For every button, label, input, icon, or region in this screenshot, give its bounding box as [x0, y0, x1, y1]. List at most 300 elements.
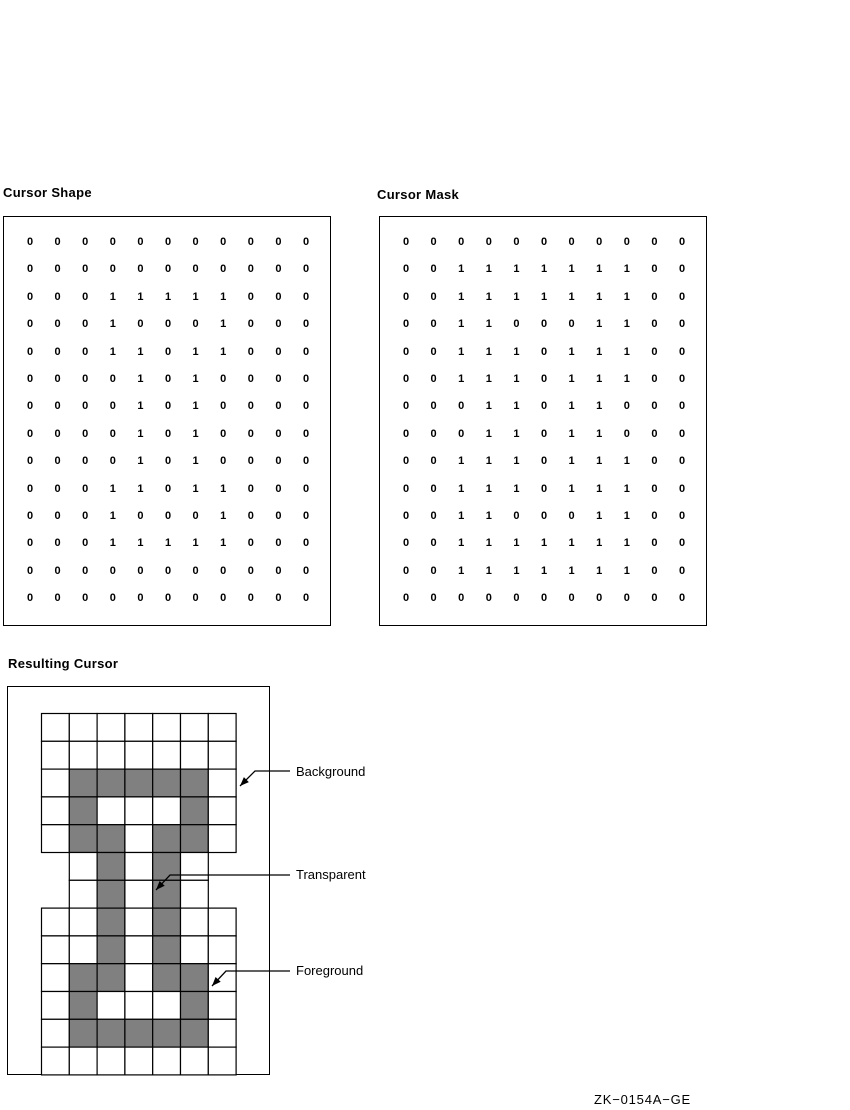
cursor-shape-bit: 0	[302, 400, 310, 413]
cursor-shape-bit: 0	[192, 564, 199, 577]
cursor-mask-bit: 1	[458, 510, 465, 522]
cursor-shape-bit: 0	[192, 510, 199, 522]
cursor-mask-bit: 0	[513, 592, 520, 605]
cursor-shape-bit: 0	[26, 290, 34, 303]
cursor-mask-bit: 0	[651, 537, 658, 550]
cursor-mask-bit: 1	[623, 510, 630, 522]
cursor-shape-bit: 0	[109, 400, 116, 413]
cursor-pixel	[69, 964, 97, 992]
cursor-pixel	[42, 1047, 70, 1075]
cursor-shape-bit: 0	[164, 592, 172, 605]
cursor-shape-bit: 0	[26, 373, 34, 385]
cursor-shape-bit: 0	[82, 537, 89, 550]
cursor-pixel	[153, 714, 181, 742]
cursor-shape-bit: 0	[137, 564, 144, 577]
cursor-mask-bit: 1	[568, 400, 575, 413]
cursor-pixel	[97, 908, 125, 936]
cursor-shape-bit: 0	[54, 427, 61, 440]
cursor-pixel	[97, 825, 125, 853]
cursor-shape-bit: 0	[137, 318, 144, 331]
cursor-mask-bit: 0	[402, 345, 410, 358]
cursor-mask-bit: 0	[430, 537, 437, 550]
cursor-shape-bit: 0	[247, 373, 254, 385]
cursor-mask-bit: 0	[651, 592, 658, 605]
cursor-shape-bit: 0	[247, 318, 254, 331]
cursor-mask-bit: 1	[485, 564, 492, 577]
cursor-mask-bit: 1	[458, 318, 465, 331]
cursor-mask-bit: 0	[430, 510, 437, 522]
cursor-shape-bit: 0	[275, 263, 282, 276]
cursor-mask-bit: 0	[402, 564, 410, 577]
cursor-mask-bit: 0	[678, 318, 686, 331]
cursor-shape-bit: 1	[220, 510, 227, 522]
cursor-mask-bit: 0	[430, 236, 437, 248]
cursor-pixel	[69, 936, 97, 964]
cursor-mask-bit: 1	[513, 400, 520, 413]
cursor-pixel	[208, 1047, 236, 1075]
cursor-shape-bit: 0	[247, 345, 254, 358]
cursor-shape-bit: 0	[54, 537, 61, 550]
cursor-shape-bit: 1	[192, 427, 199, 440]
cursor-shape-bit: 0	[54, 564, 61, 577]
cursor-mask-bit: 0	[678, 564, 686, 577]
cursor-shape-bit: 1	[220, 318, 227, 331]
cursor-mask-bit: 0	[430, 263, 437, 276]
cursor-pixel	[69, 825, 97, 853]
cursor-pixel	[42, 741, 70, 769]
cursor-pixel	[153, 1019, 181, 1047]
cursor-mask-bit: 0	[402, 455, 410, 468]
cursor-shape-bit: 0	[164, 236, 172, 248]
cursor-shape-bit: 0	[26, 345, 34, 358]
cursor-mask-bit: 1	[458, 373, 465, 385]
cursor-pixel	[42, 964, 70, 992]
cursor-mask-bit: 0	[430, 564, 437, 577]
cursor-pixel	[97, 992, 125, 1020]
cursor-shape-bit: 1	[164, 290, 172, 303]
cursor-shape-title: Cursor Shape	[3, 185, 92, 200]
cursor-mask-bit: 1	[596, 290, 603, 303]
cursor-shape-bit: 0	[220, 427, 227, 440]
cursor-mask-bit: 0	[623, 236, 630, 248]
cursor-mask-bit: 0	[513, 510, 520, 522]
cursor-shape-bit: 0	[302, 373, 310, 385]
cursor-shape-bit: 0	[275, 592, 282, 605]
cursor-shape-bit: 0	[82, 510, 89, 522]
cursor-shape-bit: 0	[302, 564, 310, 577]
cursor-shape-bit: 0	[275, 236, 282, 248]
cursor-shape-bit: 0	[302, 455, 310, 468]
cursor-pixel	[153, 1047, 181, 1075]
cursor-pixel	[153, 992, 181, 1020]
cursor-shape-bit: 0	[275, 400, 282, 413]
cursor-mask-bit: 0	[430, 318, 437, 331]
cursor-shape-bit: 1	[220, 537, 227, 550]
cursor-shape-bit: 1	[137, 455, 144, 468]
cursor-mask-bit: 1	[540, 537, 548, 550]
cursor-shape-bit: 0	[302, 537, 310, 550]
cursor-shape-bit: 0	[247, 592, 254, 605]
cursor-shape-bit: 0	[82, 263, 89, 276]
cursor-pixel	[42, 825, 70, 853]
cursor-pixel	[208, 908, 236, 936]
cursor-mask-bit: 1	[458, 455, 465, 468]
cursor-shape-bit: 1	[109, 290, 116, 303]
cursor-shape-bit: 0	[220, 400, 227, 413]
cursor-shape-bit: 1	[164, 537, 172, 550]
cursor-pixel	[125, 1019, 153, 1047]
cursor-shape-bit: 1	[220, 482, 227, 495]
cursor-shape-bit: 0	[26, 510, 34, 522]
cursor-mask-bit: 0	[678, 263, 686, 276]
cursor-mask-bit: 0	[623, 592, 630, 605]
cursor-pixel	[125, 741, 153, 769]
cursor-pixel	[97, 880, 125, 908]
cursor-shape-bit: 0	[302, 263, 310, 276]
cursor-shape-bit: 0	[164, 318, 172, 331]
cursor-mask-bit: 0	[568, 510, 575, 522]
cursor-shape-bit: 0	[82, 236, 89, 248]
cursor-mask-bit: 0	[485, 236, 492, 248]
cursor-shape-bit: 1	[192, 400, 199, 413]
cursor-mask-bit: 0	[430, 455, 437, 468]
cursor-shape-bit: 1	[137, 345, 144, 358]
cursor-shape-bit: 0	[192, 592, 199, 605]
cursor-shape-bit: 1	[137, 427, 144, 440]
cursor-shape-bit: 0	[54, 345, 61, 358]
cursor-mask-bit: 1	[596, 455, 603, 468]
cursor-shape-bit: 0	[220, 564, 227, 577]
cursor-pixel	[42, 769, 70, 797]
legend-foreground-label: Foreground	[296, 963, 364, 978]
cursor-mask-bit: 0	[596, 236, 603, 248]
cursor-mask-bit: 1	[458, 564, 465, 577]
cursor-mask-bit: 1	[623, 455, 630, 468]
cursor-shape-bit: 0	[54, 482, 61, 495]
cursor-shape-bit: 0	[302, 345, 310, 358]
cursor-shape-bit: 0	[275, 373, 282, 385]
cursor-shape-bit: 0	[54, 236, 61, 248]
cursor-mask-bit: 0	[458, 236, 465, 248]
cursor-mask-bit: 1	[485, 263, 492, 276]
cursor-mask-bit: 0	[678, 455, 686, 468]
cursor-shape-bit: 0	[164, 510, 172, 522]
cursor-mask-bit: 0	[596, 592, 603, 605]
cursor-mask-bit: 1	[485, 455, 492, 468]
cursor-shape-bit: 0	[137, 592, 144, 605]
cursor-shape-bit: 0	[82, 455, 89, 468]
cursor-shape-bit: 0	[220, 263, 227, 276]
cursor-pixel	[208, 714, 236, 742]
cursor-shape-bit: 0	[26, 400, 34, 413]
cursor-mask-bit: 1	[596, 564, 603, 577]
cursor-shape-bit: 0	[54, 592, 61, 605]
cursor-shape-bit: 0	[275, 564, 282, 577]
cursor-shape-bit: 0	[247, 564, 254, 577]
cursor-shape-bit: 1	[192, 455, 199, 468]
cursor-shape-bit: 0	[82, 400, 89, 413]
cursor-mask-bit: 1	[568, 564, 575, 577]
cursor-pixel	[153, 936, 181, 964]
cursor-shape-bit: 0	[137, 510, 144, 522]
cursor-mask-bit: 0	[540, 373, 548, 385]
cursor-mask-bit: 1	[568, 482, 575, 495]
cursor-shape-bit: 0	[220, 236, 227, 248]
cursor-shape-bit: 1	[220, 290, 227, 303]
cursor-mask-bit: 0	[678, 345, 686, 358]
cursor-shape-bit: 1	[192, 537, 199, 550]
cursor-shape-bit: 0	[275, 290, 282, 303]
cursor-pixel	[181, 741, 209, 769]
cursor-shape-bit: 0	[26, 564, 34, 577]
legend-background-label: Background	[296, 764, 366, 779]
cursor-pixel	[181, 936, 209, 964]
cursor-mask-bit: 1	[485, 373, 492, 385]
cursor-mask-bit: 0	[540, 482, 548, 495]
cursor-shape-bit: 0	[220, 455, 227, 468]
cursor-shape-bit: 0	[82, 373, 89, 385]
cursor-pixel	[69, 853, 97, 881]
cursor-shape-bit: 0	[164, 400, 172, 413]
cursor-mask-bit: 1	[623, 482, 630, 495]
cursor-shape-bit: 0	[275, 455, 282, 468]
cursor-mask-bit: 1	[568, 427, 575, 440]
cursor-shape-bit: 1	[137, 373, 144, 385]
cursor-shape-bit: 0	[302, 236, 310, 248]
cursor-pixel	[42, 908, 70, 936]
cursor-pixel	[208, 964, 236, 992]
cursor-mask-bit: 0	[678, 290, 686, 303]
cursor-pixel	[42, 1019, 70, 1047]
cursor-mask-bit: 0	[651, 455, 658, 468]
cursor-mask-bit: 0	[540, 236, 548, 248]
cursor-shape-bit: 0	[302, 290, 310, 303]
cursor-shape-bit: 1	[109, 345, 116, 358]
cursor-mask-bit: 0	[651, 564, 658, 577]
cursor-shape-bit: 0	[109, 236, 116, 248]
cursor-shape-bit: 0	[26, 537, 34, 550]
cursor-pixel	[42, 936, 70, 964]
cursor-pixel	[181, 992, 209, 1020]
cursor-shape-bit: 0	[164, 345, 172, 358]
cursor-mask-bit: 1	[623, 564, 630, 577]
cursor-pixel	[153, 797, 181, 825]
cursor-shape-bit: 0	[82, 345, 89, 358]
cursor-pixel	[69, 880, 97, 908]
cursor-mask-bit: 0	[651, 263, 658, 276]
cursor-mask-bit: 0	[402, 482, 410, 495]
cursor-shape-bit: 0	[82, 427, 89, 440]
cursor-mask-bit: 1	[568, 373, 575, 385]
cursor-mask-bit: 0	[513, 236, 520, 248]
cursor-shape-bit: 0	[109, 455, 116, 468]
cursor-shape-bit: 0	[164, 564, 172, 577]
cursor-mask-bit: 0	[540, 318, 548, 331]
cursor-pixel	[181, 964, 209, 992]
cursor-shape-bit: 0	[275, 537, 282, 550]
cursor-mask-bit: 0	[402, 427, 410, 440]
cursor-pixel	[125, 714, 153, 742]
cursor-mask-bit: 0	[402, 263, 410, 276]
cursor-mask-bit: 0	[458, 400, 465, 413]
cursor-shape-bit: 0	[164, 482, 172, 495]
cursor-mask-bit: 0	[430, 400, 437, 413]
cursor-mask-bit: 1	[513, 537, 520, 550]
cursor-shape-bit: 0	[192, 236, 199, 248]
cursor-shape-bit: 0	[26, 318, 34, 331]
cursor-pixel	[153, 825, 181, 853]
cursor-mask-bit: 1	[513, 290, 520, 303]
cursor-shape-bit: 0	[247, 537, 254, 550]
legend-transparent-label: Transparent	[296, 867, 366, 882]
cursor-pixel	[97, 741, 125, 769]
cursor-mask-bit: 1	[623, 537, 630, 550]
cursor-mask-bit: 0	[651, 290, 658, 303]
cursor-shape-bit: 0	[109, 564, 116, 577]
cursor-pixel	[42, 992, 70, 1020]
cursor-pixel	[69, 769, 97, 797]
cursor-mask-bit: 1	[485, 537, 492, 550]
cursor-mask-bit: 1	[596, 263, 603, 276]
cursor-shape-bit: 0	[26, 592, 34, 605]
cursor-mask-bit: 1	[513, 564, 520, 577]
cursor-mask-bit: 0	[402, 290, 410, 303]
cursor-mask-bit: 0	[678, 427, 686, 440]
cursor-shape-bit: 1	[192, 373, 199, 385]
cursor-mask-bit: 0	[430, 592, 437, 605]
cursor-mask-title: Cursor Mask	[377, 187, 460, 202]
cursor-mask-bit: 0	[678, 400, 686, 413]
cursor-mask-bit: 1	[540, 263, 548, 276]
cursor-mask-bit: 1	[568, 455, 575, 468]
cursor-shape-bit: 1	[220, 345, 227, 358]
cursor-mask-bit: 0	[568, 318, 575, 331]
cursor-mask-bit: 1	[458, 482, 465, 495]
cursor-shape-bit: 0	[247, 236, 254, 248]
cursor-shape-bit: 0	[82, 290, 89, 303]
cursor-mask-bit: 1	[458, 537, 465, 550]
cursor-pixel	[208, 936, 236, 964]
cursor-pixel	[42, 714, 70, 742]
cursor-shape-bit: 0	[54, 373, 61, 385]
cursor-shape-bit: 0	[26, 236, 34, 248]
cursor-pixel	[97, 714, 125, 742]
cursor-mask-bit: 0	[402, 400, 410, 413]
cursor-shape-bit: 0	[192, 318, 199, 331]
cursor-shape-bit: 0	[26, 482, 34, 495]
cursor-shape-bit: 1	[137, 290, 144, 303]
cursor-shape-bit: 0	[275, 345, 282, 358]
cursor-mask-bit: 1	[623, 373, 630, 385]
cursor-mask-bit: 1	[513, 373, 520, 385]
cursor-shape-bit: 0	[54, 263, 61, 276]
cursor-mask-bit: 1	[596, 373, 603, 385]
cursor-shape-bit: 0	[26, 455, 34, 468]
cursor-pixel	[125, 936, 153, 964]
cursor-pixel	[208, 992, 236, 1020]
cursor-mask-bit: 0	[678, 510, 686, 522]
cursor-shape-bit: 0	[302, 592, 310, 605]
cursor-mask-bit: 1	[568, 537, 575, 550]
cursor-shape-bit: 1	[192, 482, 199, 495]
cursor-mask-bit: 1	[485, 510, 492, 522]
cursor-mask-bit: 0	[402, 318, 410, 331]
cursor-mask-bit: 0	[540, 510, 548, 522]
cursor-pixel	[97, 964, 125, 992]
cursor-shape-bit: 0	[109, 263, 116, 276]
cursor-pixel	[208, 741, 236, 769]
cursor-mask-bit: 1	[540, 290, 548, 303]
background-leader-arrow	[240, 771, 290, 786]
cursor-mask-bit: 1	[485, 345, 492, 358]
cursor-shape-bit: 1	[137, 400, 144, 413]
cursor-pixel	[97, 1047, 125, 1075]
cursor-shape-bit: 0	[109, 592, 116, 605]
cursor-mask-bit: 1	[485, 482, 492, 495]
cursor-shape-bit: 0	[247, 427, 254, 440]
cursor-shape-bit: 0	[164, 373, 172, 385]
cursor-mask-bit: 1	[513, 482, 520, 495]
cursor-pixel	[97, 797, 125, 825]
cursor-mask-bit: 1	[568, 345, 575, 358]
cursor-mask-bit: 1	[596, 510, 603, 522]
cursor-mask-bit: 1	[485, 427, 492, 440]
cursor-shape-bit: 1	[137, 537, 144, 550]
cursor-mask-bit: 0	[430, 482, 437, 495]
cursor-pixel	[69, 908, 97, 936]
cursor-shape-bit: 0	[247, 510, 254, 522]
cursor-pixel	[125, 853, 153, 881]
cursor-shape-bit: 0	[137, 263, 144, 276]
cursor-pixel	[69, 741, 97, 769]
cursor-shape-bit: 0	[247, 263, 254, 276]
cursor-shape-bit: 0	[82, 564, 89, 577]
cursor-mask-bit: 0	[402, 592, 410, 605]
cursor-mask-bit: 1	[568, 290, 575, 303]
cursor-mask-bit: 1	[513, 427, 520, 440]
cursor-shape-bit: 0	[220, 592, 227, 605]
cursor-pixel	[153, 908, 181, 936]
cursor-pixel	[181, 769, 209, 797]
cursor-shape-bit: 0	[192, 263, 199, 276]
cursor-shape-bit: 0	[26, 427, 34, 440]
cursor-mask-bit: 1	[458, 290, 465, 303]
cursor-shape-bit: 0	[26, 263, 34, 276]
cursor-mask-bit: 0	[623, 427, 630, 440]
cursor-mask-bit: 1	[623, 318, 630, 331]
cursor-shape-bit: 0	[275, 510, 282, 522]
cursor-mask-bit: 0	[678, 537, 686, 550]
cursor-mask-bit: 0	[430, 427, 437, 440]
cursor-shape-bit: 0	[247, 290, 254, 303]
cursor-shape-bit: 1	[137, 482, 144, 495]
cursor-mask-bit: 0	[651, 510, 658, 522]
cursor-pixel	[97, 1019, 125, 1047]
cursor-shape-bit: 0	[54, 510, 61, 522]
cursor-mask-bit: 1	[485, 318, 492, 331]
cursor-shape-bit: 1	[109, 510, 116, 522]
cursor-shape-bit: 0	[82, 318, 89, 331]
cursor-mask-bit: 0	[430, 373, 437, 385]
cursor-pixel	[125, 797, 153, 825]
cursor-shape-bit: 0	[54, 455, 61, 468]
cursor-mask-bit: 1	[513, 263, 520, 276]
cursor-pixel	[125, 964, 153, 992]
cursor-shape-bit: 0	[109, 427, 116, 440]
cursor-mask-bit: 0	[678, 482, 686, 495]
cursor-shape-bit: 0	[82, 592, 89, 605]
cursor-pixel	[97, 936, 125, 964]
